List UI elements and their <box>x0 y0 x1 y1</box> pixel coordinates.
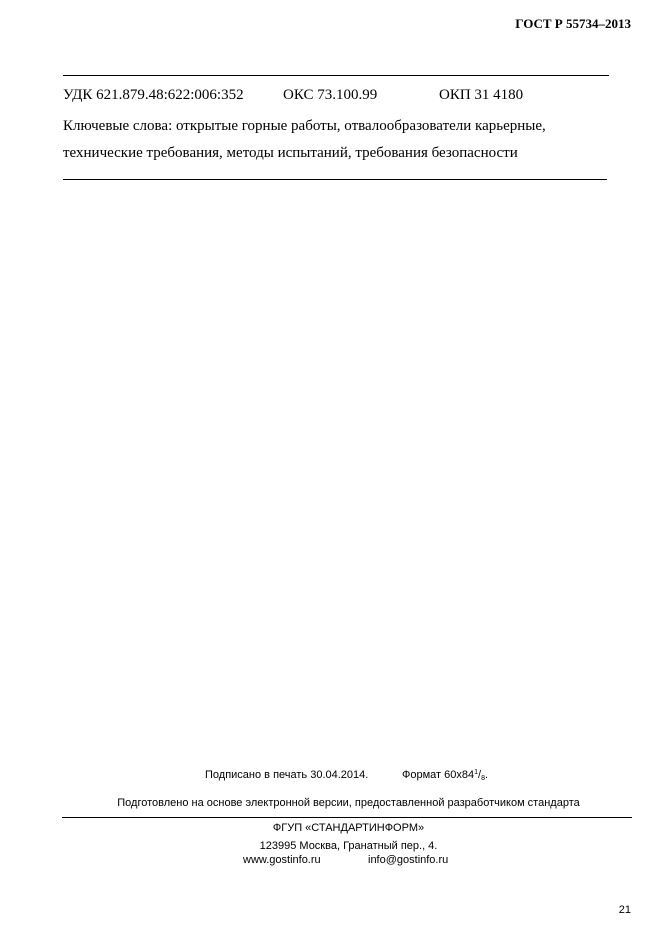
format-label: Формат 60x84 <box>402 769 475 781</box>
top-divider <box>63 75 609 76</box>
format-denominator: 8 <box>481 775 485 782</box>
publisher-name: ФГУП «СТАНДАРТИНФОРМ» <box>272 822 425 834</box>
bottom-divider <box>63 179 607 180</box>
email-link[interactable]: info@gostinfo.ru <box>368 854 449 866</box>
publisher-address: 123995 Москва, Гранатный пер., 4. <box>259 840 438 852</box>
signed-date: Подписано в печать 30.04.2014. <box>205 769 369 781</box>
print-info <box>0 769 661 785</box>
page-number: 21 <box>618 904 631 916</box>
print-format <box>402 769 488 782</box>
standard-code: ГОСТ Р 55734–2013 <box>515 16 631 31</box>
keywords-block <box>63 113 613 167</box>
format-numerator: 1 <box>474 769 479 776</box>
keywords-line-1: Ключевые слова: открытые горные работы, отвалообразователи карьерные, <box>63 118 546 134</box>
format-separator: / <box>478 769 482 781</box>
publisher-contacts <box>0 854 661 870</box>
format-end: . <box>484 769 489 781</box>
udk-code: УДК 621.879.48:622:006:352 <box>63 87 244 103</box>
website-link[interactable]: www.gostinfo.ru <box>243 854 321 866</box>
keywords-line-2: технические требования, методы испытаний, требования безопасности <box>63 145 518 161</box>
footer-divider <box>62 817 632 818</box>
oks-code: ОКС 73.100.99 <box>283 87 378 103</box>
prepared-note: Подготовлено на основе электронной версии, предоставленной разработчиком стандарта <box>117 797 580 809</box>
okp-code: ОКП 31 4180 <box>439 87 524 103</box>
